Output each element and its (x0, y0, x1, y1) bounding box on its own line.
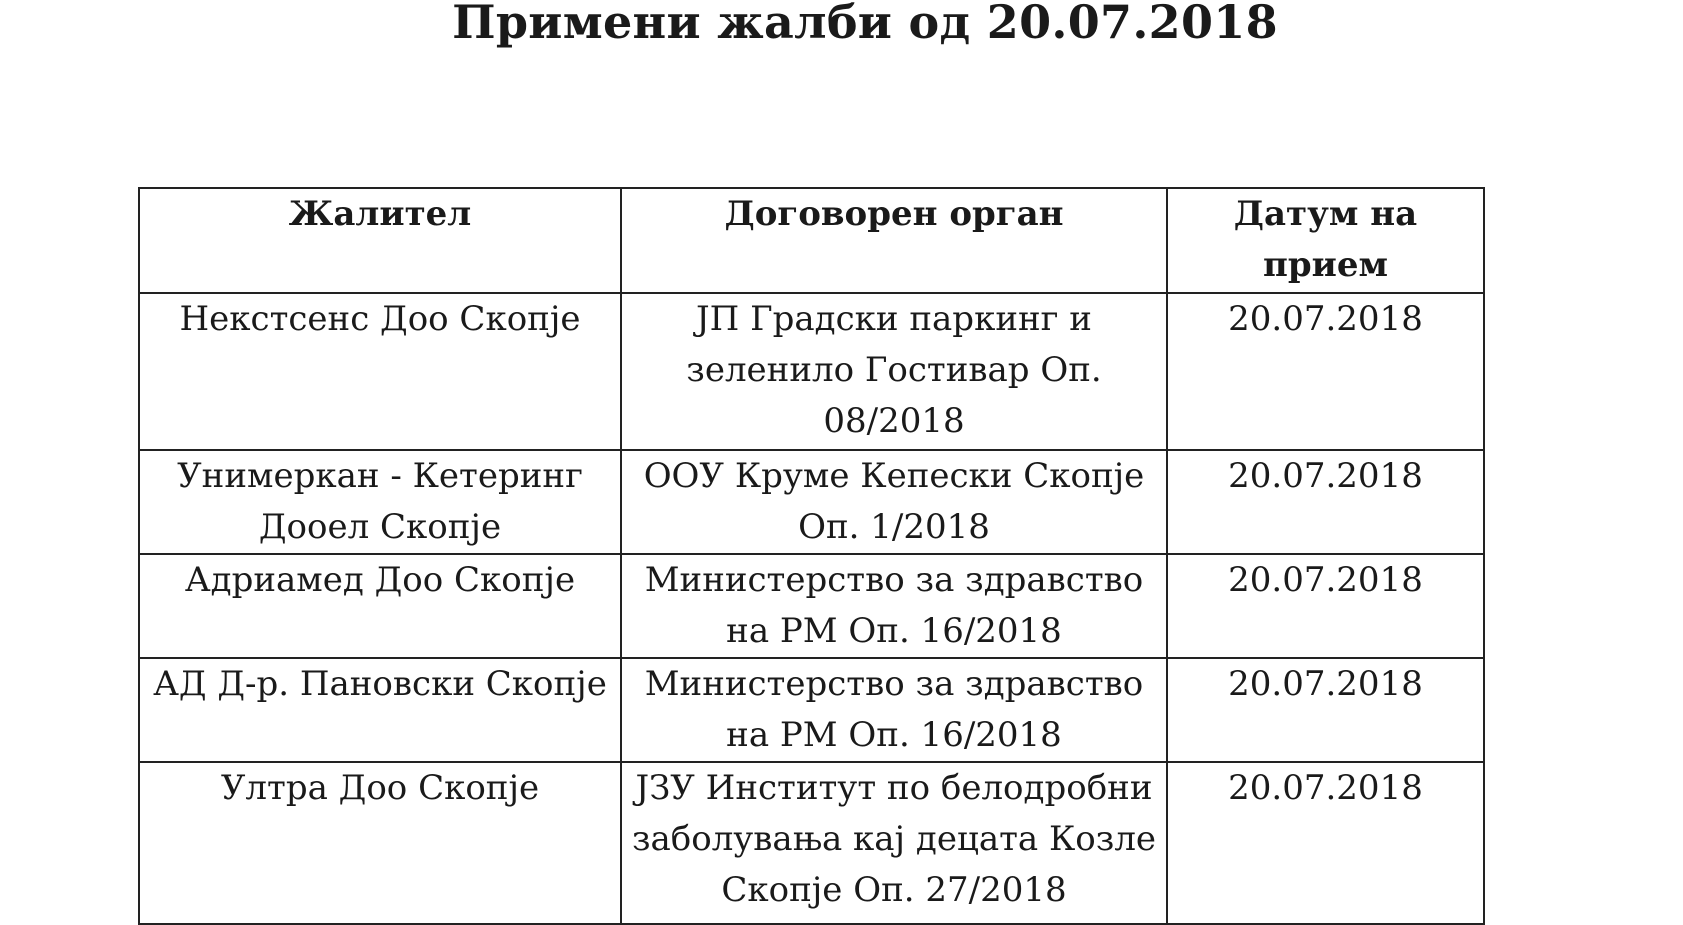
cell-complainant: Ултра Доо Скопје (139, 762, 621, 924)
table-header-row (139, 188, 1484, 293)
complaints-table (138, 187, 1485, 925)
cell-date: 20.07.2018 (1167, 554, 1484, 658)
cell-complainant: АД Д-р. Пановски Скопје (139, 658, 621, 762)
cell-authority: ООУ Круме Кепески Скопје Оп. 1/2018 (621, 450, 1167, 554)
cell-complainant: Адриамед Доо Скопје (139, 554, 621, 658)
header-authority: Договорен орган (621, 188, 1167, 293)
cell-complainant: Некстсенс Доо Скопје (139, 293, 621, 450)
table-row (139, 554, 1484, 658)
cell-authority: ЈЗУ Институт по белодробни заболувања кај децата Козле Скопје Оп. 27/2018 (621, 762, 1167, 924)
cell-authority: Министерство за здравство на РМ Оп. 16/2018 (621, 658, 1167, 762)
cell-authority: ЈП Градски паркинг и зеленило Гостивар Оп. 08/2018 (621, 293, 1167, 450)
page-title: Примени жалби од 20.07.2018 (452, 0, 1278, 49)
cell-date: 20.07.2018 (1167, 762, 1484, 924)
header-date: Датум на прием (1167, 188, 1484, 293)
cell-authority: Министерство за здравство на РМ Оп. 16/2018 (621, 554, 1167, 658)
cell-date: 20.07.2018 (1167, 450, 1484, 554)
cell-complainant: Унимеркан - Кетеринг Дооел Скопје (139, 450, 621, 554)
header-complainant: Жалител (139, 188, 621, 293)
table-row (139, 762, 1484, 924)
table-row (139, 658, 1484, 762)
table-row (139, 293, 1484, 450)
cell-date: 20.07.2018 (1167, 658, 1484, 762)
complaints-table-container (138, 187, 1483, 925)
cell-date: 20.07.2018 (1167, 293, 1484, 450)
table-row (139, 450, 1484, 554)
